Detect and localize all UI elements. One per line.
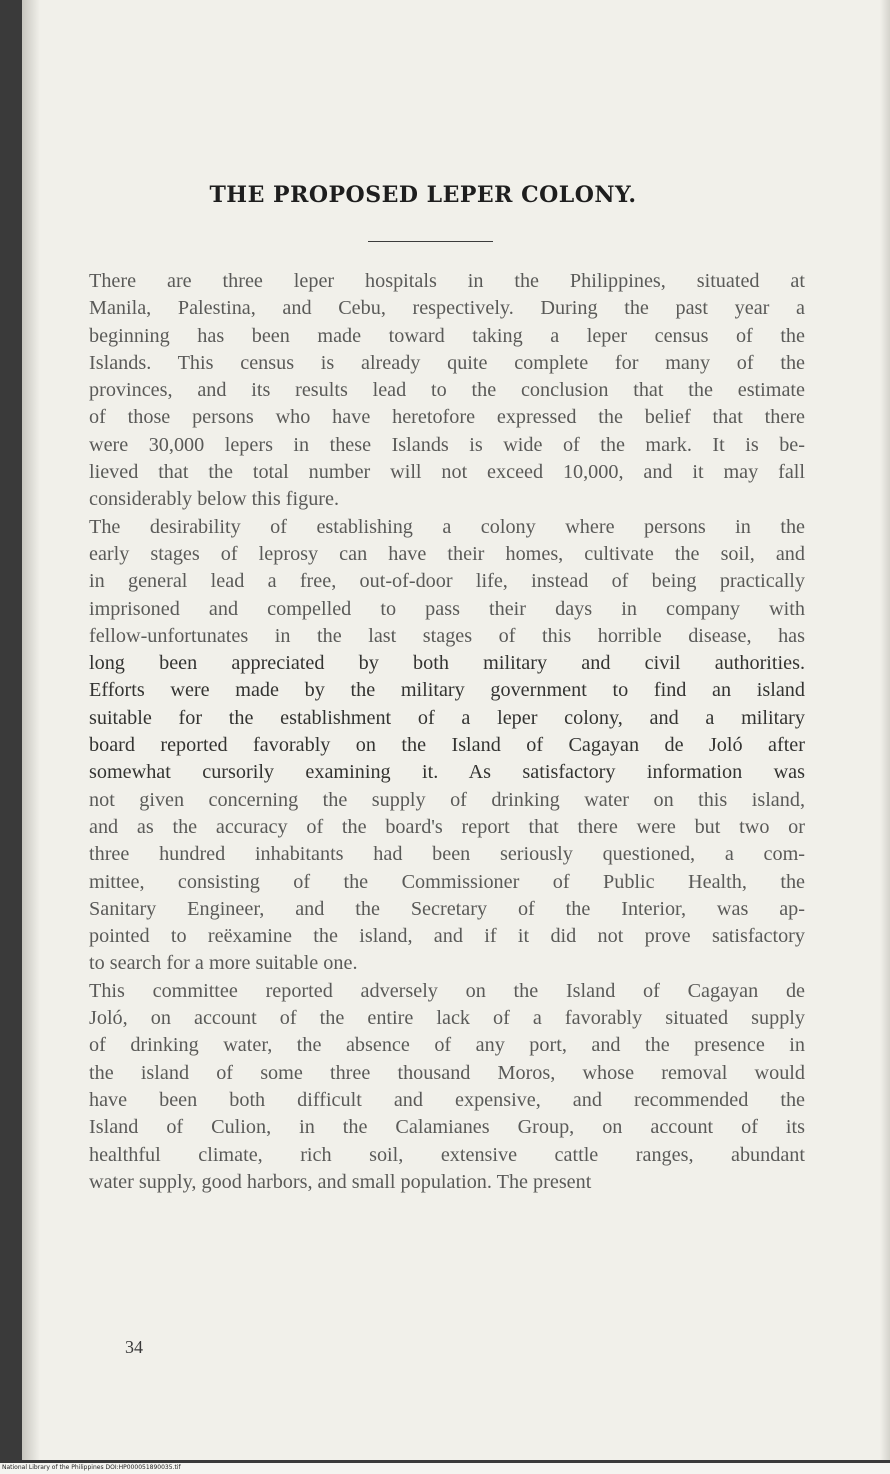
text-line: provinces, and its results lead to the conclusion that the estimate	[89, 379, 805, 402]
text-line: mittee, consisting of the Commissioner of Public Health, the	[89, 870, 805, 893]
text-line: somewhat cursorily examining it. As satisfactory information was	[89, 761, 805, 784]
text-line: early stages of leprosy can have their homes, cultivate the soil, and	[89, 542, 805, 565]
text-line: beginning has been made toward taking a leper census of the	[89, 324, 805, 347]
binding-shadow	[22, 0, 40, 1460]
text-line: This committee reported adversely on the Island of Cagayan de	[89, 979, 805, 1002]
text-line: fellow-unfortunates in the last stages of this horrible disease, has	[89, 624, 805, 647]
text-line: There are three leper hospitals in the Philippines, situated at	[89, 270, 805, 292]
text-line: of those persons who have heretofore expressed the belief that there	[89, 406, 805, 429]
text-line: considerably below this figure.	[89, 488, 340, 511]
text-line: three hundred inhabitants had been seriously questioned, a com-	[89, 843, 805, 866]
text-line: pointed to reëxamine the island, and if it did not prove satisfactory	[89, 925, 805, 948]
paragraph-3	[89, 978, 805, 1196]
text-line: healthful climate, rich soil, extensive cattle ranges, abundant	[89, 1143, 805, 1166]
footer-credit: National Library of the Philippines DOI:HP000051890035.tif	[2, 1464, 181, 1471]
text-line: and as the accuracy of the board's report that there were but two or	[89, 815, 805, 838]
text-line: not given concerning the supply of drinking water on this island,	[89, 788, 805, 811]
page-edge	[880, 0, 890, 1460]
text-line: lieved that the total number will not exceed 10,000, and it may fall	[89, 461, 805, 484]
text-line: board reported favorably on the Island of Cagayan de Joló after	[89, 734, 805, 757]
text-line: Joló, on account of the entire lack of a favorably situated supply	[89, 1007, 805, 1030]
page-title: THE PROPOSED LEPER COLONY.	[209, 182, 637, 208]
page-number: 34	[125, 1337, 143, 1357]
text-line: imprisoned and compelled to pass their days in company with	[89, 597, 805, 620]
text-line: The desirability of establishing a colony where persons in the	[89, 515, 805, 538]
text-line: long been appreciated by both military and civil authorities.	[89, 652, 805, 675]
text-line: Sanitary Engineer, and the Secretary of the Interior, was ap-	[89, 897, 805, 920]
text-line: to search for a more suitable one.	[89, 952, 358, 975]
text-line: Island of Culion, in the Calamianes Group, on account of its	[89, 1116, 805, 1139]
paragraph-1	[89, 268, 805, 514]
text-line: the island of some three thousand Moros, whose removal would	[89, 1061, 805, 1084]
text-line: Efforts were made by the military government to find an island	[89, 679, 805, 702]
text-line: of drinking water, the absence of any port, and the presence in	[89, 1034, 805, 1057]
text-line: Manila, Palestina, and Cebu, respectively. During the past year a	[89, 297, 805, 320]
text-line: Islands. This census is already quite complete for many of the	[89, 351, 805, 374]
paragraph-2	[89, 514, 805, 978]
text-line: were 30,000 lepers in these Islands is wide of the mark. It is be-	[89, 433, 805, 456]
text-line: in general lead a free, out-of-door life, instead of being practically	[89, 570, 805, 593]
body-text	[89, 268, 805, 1196]
text-line: water supply, good harbors, and small population. The present	[89, 1170, 592, 1193]
text-line: have been both difficult and expensive, and recommended the	[89, 1088, 805, 1111]
text-line: suitable for the establishment of a leper colony, and a military	[89, 706, 805, 729]
title-rule	[368, 241, 493, 242]
